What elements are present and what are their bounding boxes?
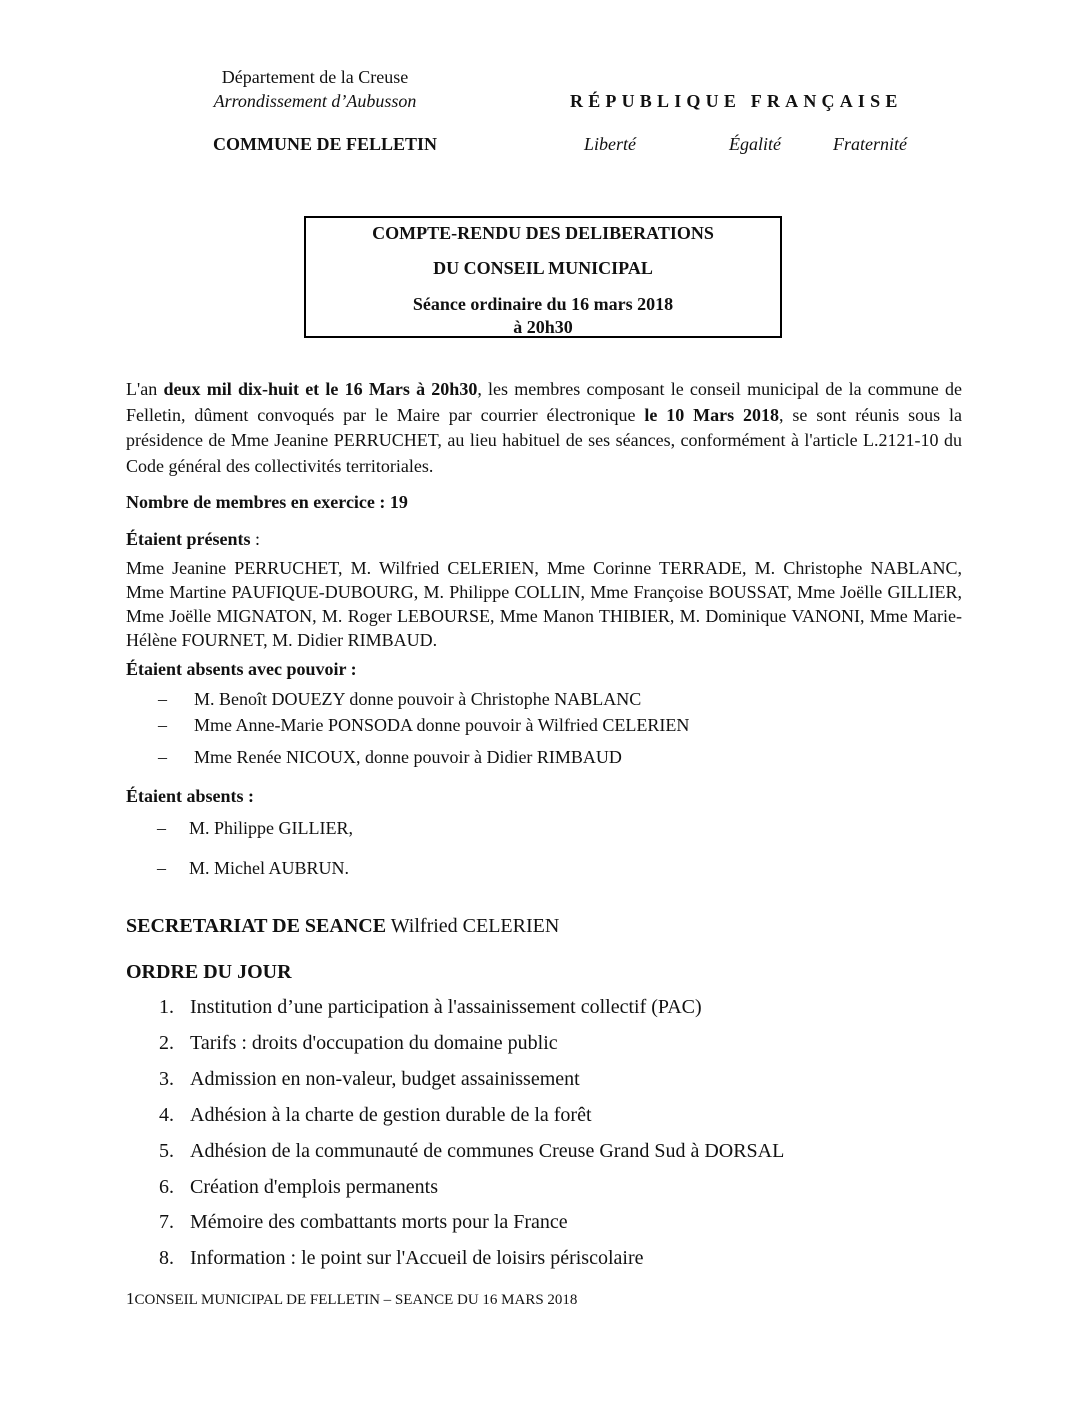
commune-name: COMMUNE DE FELLETIN <box>212 134 437 154</box>
motto-liberte: Liberté <box>584 134 636 154</box>
page-number: 1 <box>126 1289 135 1308</box>
absent-item: M. Philippe GILLIER, <box>189 818 353 838</box>
intro-paragraph <box>126 377 962 479</box>
secretariat-name: Wilfried CELERIEN <box>386 915 560 937</box>
agenda-number: 8. <box>159 1247 174 1269</box>
present-list: Mme Jeanine PERRUCHET, M. Wilfried CELERIEN, Mme Corinne TERRADE, M. Christophe NABLANC, Mme Martine PAUFIQUE-DUBOURG, M. Philippe COLLIN, Mme Françoise BOUSSAT, Mme Joëlle GILLIER, Mme Joëlle MIGNATON, M. Roger LEBOURSE, Mme Manon THIBIER, M. Dominique VANONI, Mme Marie-Hélène FOURNET, M. Didier RIMBAUD. <box>126 558 962 650</box>
title-line-2: DU CONSEIL MUNICIPAL <box>433 258 653 278</box>
absent-heading: Étaient absents : <box>126 786 255 806</box>
present-heading-label: Étaient présents <box>126 529 251 549</box>
agenda-number: 6. <box>159 1176 174 1198</box>
agenda-item: Adhésion de la communauté de communes Creuse Grand Sud à DORSAL <box>190 1140 785 1162</box>
title-box <box>304 216 782 338</box>
present-heading <box>126 529 260 550</box>
agenda-number: 4. <box>159 1104 174 1126</box>
list-dash: – <box>157 818 166 838</box>
intro-text-3: , se sont réunis sous la présidence de Mme Jeanine PERRUCHET, au lieu habituel de ses séances, conformément à l'article L.2121-10 du Code général des collectivités territoriales. <box>126 404 962 476</box>
proxy-item: Mme Anne-Marie PONSODA donne pouvoir à Wilfried CELERIEN <box>194 715 690 735</box>
department-label: Département de la Creuse <box>221 67 409 87</box>
intro-text-2: , les membres composant le conseil municipal de la commune de Felletin, dûment convoqués par le Maire par courrier électronique <box>126 379 963 425</box>
list-dash: – <box>158 689 167 709</box>
list-dash: – <box>158 715 167 735</box>
intro-text-1: L'an <box>126 379 164 399</box>
session-date: Séance ordinaire du 16 mars 2018 <box>412 294 674 314</box>
session-time: à 20h30 <box>513 317 573 337</box>
agenda-item: Adhésion à la charte de gestion durable de la forêt <box>190 1104 592 1126</box>
absent-item: M. Michel AUBRUN. <box>189 858 350 878</box>
motto-fraternite: Fraternité <box>833 134 907 154</box>
page-footer <box>126 1289 577 1309</box>
agenda-number: 2. <box>159 1032 174 1054</box>
arrondissement-label: Arrondissement d’Aubusson <box>213 91 417 111</box>
agenda-number: 5. <box>159 1140 174 1162</box>
agenda-item: Institution d’une participation à l'assainissement collectif (PAC) <box>190 996 702 1018</box>
secretariat-line <box>126 915 559 938</box>
agenda-number: 1. <box>159 996 174 1018</box>
list-dash: – <box>158 747 167 767</box>
republic-label: RÉPUBLIQUE FRANÇAISE <box>570 91 903 111</box>
secretariat-label: SECRETARIAT DE SEANCE <box>126 915 387 937</box>
members-count: Nombre de membres en exercice : 19 <box>126 492 408 512</box>
agenda-item: Admission en non-valeur, budget assainissement <box>190 1068 580 1090</box>
list-dash: – <box>157 858 166 878</box>
title-line-1: COMPTE-RENDU DES DELIBERATIONS <box>372 223 714 243</box>
agenda-number: 7. <box>159 1211 174 1233</box>
proxy-item: Mme Renée NICOUX, donne pouvoir à Didier RIMBAUD <box>194 747 622 767</box>
motto-egalite: Égalité <box>729 134 781 154</box>
intro-date-bold: deux mil dix-huit et le 16 Mars à 20h30 <box>163 379 478 399</box>
convocation-date-bold: le 10 Mars 2018 <box>644 404 780 425</box>
proxy-item: M. Benoît DOUEZY donne pouvoir à Christophe NABLANC <box>194 689 642 709</box>
agenda-item: Création d'emplois permanents <box>190 1176 438 1198</box>
agenda-item: Information : le point sur l'Accueil de loisirs périscolaire <box>190 1247 644 1269</box>
agenda-heading: ORDRE DU JOUR <box>126 961 292 983</box>
agenda-number: 3. <box>159 1068 174 1090</box>
agenda-item: Tarifs : droits d'occupation du domaine public <box>190 1032 558 1054</box>
footer-text: CONSEIL MUNICIPAL DE FELLETIN – SEANCE DU 16 MARS 2018 <box>134 1292 578 1308</box>
proxies-heading: Étaient absents avec pouvoir : <box>126 659 357 679</box>
present-heading-suffix: : <box>250 529 261 549</box>
agenda-item: Mémoire des combattants morts pour la France <box>190 1211 568 1233</box>
